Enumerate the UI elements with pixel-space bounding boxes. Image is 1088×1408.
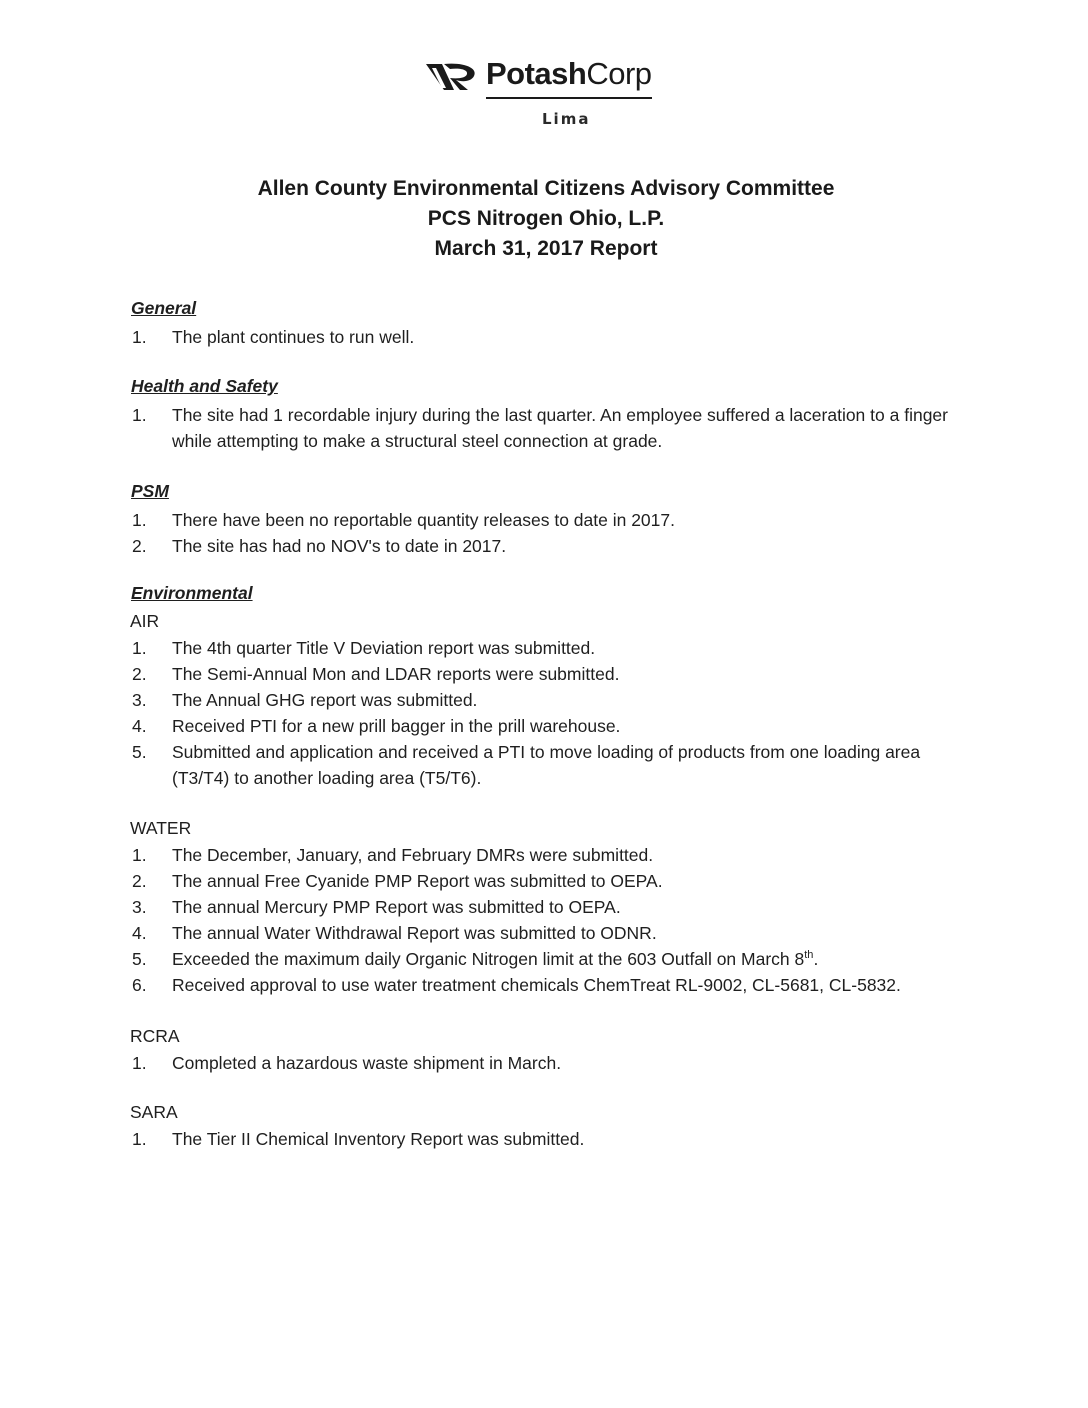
- logo-wordmark: PotashCorp: [486, 56, 652, 91]
- list-item: 5. Exceeded the maximum daily Organic Nitrogen limit at the 603 Outfall on March 8th.: [132, 949, 819, 969]
- title-committee: Allen County Environmental Citizens Advisory Committee: [257, 177, 835, 200]
- section-sara: [122, 1100, 962, 1152]
- list-item: 3. The Annual GHG report was submitted.: [132, 690, 478, 710]
- sara-list: [122, 1126, 962, 1152]
- title-company: PCS Nitrogen Ohio, L.P.: [427, 207, 665, 230]
- section-rcra: [122, 1024, 962, 1076]
- section-health-safety: [122, 374, 962, 454]
- section-heading: PSM: [131, 481, 169, 501]
- subsection-heading-water: WATER: [130, 818, 192, 838]
- title-date: March 31, 2017 Report: [434, 237, 658, 260]
- list-item: 2. The Semi-Annual Mon and LDAR reports were submitted.: [132, 664, 620, 684]
- potashcorp-logo-mark: [424, 60, 480, 94]
- section-environmental: [122, 581, 962, 791]
- company-logo: [424, 58, 664, 128]
- list-item: 1. There have been no reportable quantity releases to date in 2017.: [132, 510, 675, 530]
- section-psm: [122, 479, 962, 559]
- section-heading: General: [131, 298, 197, 318]
- water-list: [122, 842, 962, 998]
- logo-underline: [486, 97, 652, 99]
- list-item: 1. The plant continues to run well.: [132, 327, 415, 347]
- list-item: 2. The annual Free Cyanide PMP Report was submitted to OEPA.: [132, 871, 663, 891]
- list-item: 6. Received approval to use water treatment chemicals ChemTreat RL-9002, CL-5681, CL-5832.: [132, 975, 901, 995]
- list-item: 1. The Tier II Chemical Inventory Report was submitted.: [132, 1129, 585, 1149]
- subsection-heading-air: AIR: [130, 611, 160, 631]
- section-heading: Health and Safety: [131, 376, 278, 396]
- list-item: 4. Received PTI for a new prill bagger in the prill warehouse.: [132, 716, 621, 736]
- logo-site-name: Lima: [542, 110, 591, 128]
- list-item: 4. The annual Water Withdrawal Report was submitted to ODNR.: [132, 923, 657, 943]
- list-item: 1. The 4th quarter Title V Deviation report was submitted.: [132, 638, 596, 658]
- list-item: 1. The site had 1 recordable injury during the last quarter. An employee suffered a laceration to a finger while attempting to make a structural steel connection at grade.: [132, 405, 948, 451]
- general-list: [122, 324, 962, 350]
- list-item: 3. The annual Mercury PMP Report was submitted to OEPA.: [132, 897, 621, 917]
- report-title: [0, 174, 1088, 264]
- list-item: 5. Submitted and application and received a PTI to move loading of products from one loading area (T3/T4) to another loading area (T5/T6).: [132, 742, 921, 788]
- list-item: 1. Completed a hazardous waste shipment in March.: [132, 1053, 562, 1073]
- air-list: [122, 635, 962, 791]
- subsection-heading-rcra: RCRA: [130, 1026, 180, 1046]
- psm-list: [122, 507, 962, 559]
- list-item: 1. The December, January, and February DMRs were submitted.: [132, 845, 654, 865]
- section-water: [122, 816, 962, 998]
- health-safety-list: [122, 402, 962, 454]
- section-heading: Environmental: [131, 583, 253, 603]
- subsection-heading-sara: SARA: [130, 1102, 178, 1122]
- rcra-list: [122, 1050, 962, 1076]
- list-item: 2. The site has had no NOV's to date in 2017.: [132, 536, 507, 556]
- section-general: [122, 296, 962, 350]
